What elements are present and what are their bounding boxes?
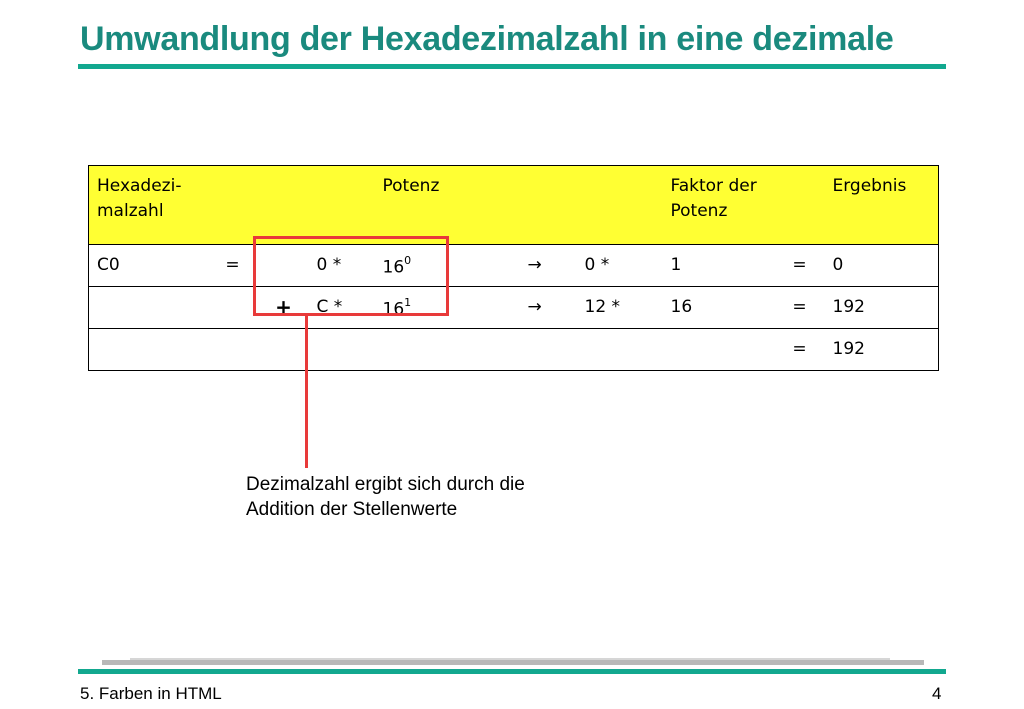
footer-divider: [78, 669, 946, 674]
annotation-note: Dezimalzahl ergibt sich durch die Addition der Stellenwerte: [246, 474, 525, 520]
cell-factor: 16: [663, 287, 775, 329]
table-header-row: [89, 166, 939, 245]
table-total-row: [89, 329, 939, 371]
table-row: [89, 287, 939, 329]
cell-hex: [89, 287, 207, 329]
cell-power: $16^0$: [375, 245, 493, 287]
cell-result: 192: [825, 287, 939, 329]
header-ergebnis: Ergebnis: [825, 166, 939, 245]
header-potenz: Potenz: [375, 166, 493, 245]
cell-equals: =: [775, 245, 825, 287]
cell-digit: C *: [309, 287, 375, 329]
cell-equals: [207, 287, 259, 329]
header-faktor: Faktor der Potenz: [663, 166, 775, 245]
cell-digit-value: 0 *: [577, 245, 663, 287]
title-divider: [78, 64, 946, 69]
footer-section-label: 5. Farben in HTML: [80, 684, 222, 703]
cell-digit-value: 12 *: [577, 287, 663, 329]
cell-equals: =: [775, 287, 825, 329]
arrow-right-icon: →: [527, 297, 542, 317]
cell-factor: 1: [663, 245, 775, 287]
cell-plus: +: [259, 287, 309, 329]
cell-power: $16^1$: [375, 287, 493, 329]
table-row: [89, 245, 939, 287]
page-number: 4: [932, 684, 942, 703]
cell-equals: =: [775, 329, 825, 371]
cell-hex: C0: [89, 245, 207, 287]
highlight-connector-line: [305, 316, 308, 468]
cell-result: 0: [825, 245, 939, 287]
highlight-box: [253, 236, 449, 316]
header-hexadecimal: Hexadezi- malzahl: [89, 166, 207, 245]
cell-digit: 0 *: [309, 245, 375, 287]
cell-arrow: [493, 287, 577, 329]
cell-arrow: [493, 245, 577, 287]
cell-total-result: 192: [825, 329, 939, 371]
footer-gray-bar: [102, 660, 924, 665]
conversion-table: [88, 165, 939, 371]
slide-title: Umwandlung der Hexadezimalzahl in eine dezimale: [80, 20, 894, 58]
arrow-right-icon: →: [527, 255, 542, 275]
cell-equals: =: [207, 245, 259, 287]
